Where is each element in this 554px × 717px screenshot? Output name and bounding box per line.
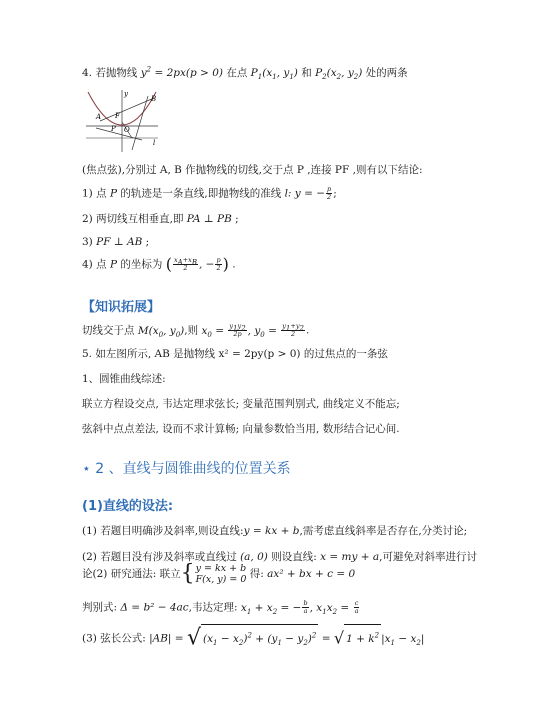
knowledge-title: 【知识拓展】 [82, 300, 161, 315]
general-method [82, 562, 355, 586]
frac-xa-xb: $\frac{x_A+x_B}{2}$ [173, 256, 197, 272]
c1-mid: 的轨迹是一条直线,即抛物线的准线 [120, 187, 282, 200]
equation-system [196, 563, 247, 585]
item4-line [82, 66, 408, 80]
point-m: $M(x_0$, $y_0$) [137, 324, 185, 339]
tangent-mid: ,则 [184, 324, 199, 337]
s3-text-a: 论(2) 研究通法: 联立 [82, 568, 181, 580]
s1-text-a: (1) 若题目明确涉及斜率,则设直线: [82, 525, 244, 537]
c4-mid: 的坐标为 [120, 258, 163, 271]
c1-eq: l: y = − [284, 187, 326, 200]
label-l: l [153, 139, 156, 147]
frac-y1y2-2p: $\frac{y_1y_2}{2p}$ [229, 322, 246, 338]
disc-eq: Δ = b² − 4ac [120, 601, 189, 614]
focal-chord-text: (焦点弦),分别过 A, B 作抛物线的切线,交于点 P ,连接 PF ,则有以下结论: [82, 164, 423, 176]
vieta-sum: $x_1 + x_2$ = − [240, 601, 302, 616]
radical-2: √ [333, 628, 345, 648]
parabola-equation: $y^2 = 2px(p > 0)$ [140, 65, 223, 79]
item4-suffix: 处的两条 [365, 67, 408, 79]
c1-prefix: 1) 点 [82, 187, 107, 200]
sys-eq2: F(x, y) = 0 [195, 574, 247, 585]
disc-text-b: ,韦达定理: [188, 601, 238, 614]
s2-text-a: (2) 若题目没有涉及斜率或直线过 [82, 551, 237, 563]
c3-prefix: 3) [82, 236, 93, 248]
frac-c-a: $\frac{c}{a}$ [354, 599, 359, 615]
s2-text-b: 则设直线: [271, 551, 317, 563]
s2-text-c: ,可避免对斜率进行讨 [379, 551, 477, 563]
chord-length-line: (3) 弦长公式: |AB| = √ $(x_1 - x_2)^2 + (y_1 - y_2)^2$ = √ $1 + k^2$ $|x_1 - x_2|$ [82, 624, 424, 653]
label-y: y [124, 90, 128, 98]
s3-text-b: 得: [249, 568, 264, 580]
sub1-title: (1)直线的设法: [82, 499, 174, 514]
s3-eq: ax² + bx + c = 0 [267, 568, 356, 580]
frac-p-2b: $\frac{p}{2}$ [216, 256, 221, 272]
label-p: P [111, 125, 116, 133]
label-a: A [96, 113, 102, 121]
disc-text-a: 判别式: [82, 601, 118, 614]
radical-1: √ [186, 625, 201, 651]
s1-eq: y = kx + b [243, 525, 300, 537]
c4-var: P [109, 258, 118, 271]
point-p2: $P_2(x_2$, $y_2$) [315, 67, 363, 82]
tangent-point-line: 切线交于点 $M(x_0$, $y_0$),则 $x_0$ = $\frac{y_1y_2}{2p}$ , $y_0$ = $\frac{y_1+y_2}{2}$ . [82, 322, 310, 339]
tangent-prefix: 切线交于点 [82, 324, 135, 337]
chord-text: (3) 弦长公式: [82, 632, 146, 645]
radicand-2: $1 + k^2$ [344, 624, 381, 653]
item4-mid2: 和 [301, 67, 312, 79]
conic-title: 1、圆锥曲线综述: [82, 373, 166, 385]
c2-text: 2) 两切线互相垂直,即 [82, 213, 184, 225]
conclusion-4: 4) 点 P 的坐标为 ( $\frac{x_A+x_B}{2}$ , − $\frac{p}{2}$ ) . [82, 254, 236, 274]
item5-text: 5. 如左图所示, AB 是抛物线 x² = 2py(p > 0) 的过焦点的一条弦 [82, 348, 388, 360]
item4-prefix: 4. 若抛物线 [82, 67, 138, 79]
x0-eq: $x_0$ = [201, 324, 228, 339]
s2-eq: x = my + a [320, 551, 380, 563]
conclusion-1: 1) 点 P 的轨迹是一条直线,即抛物线的准线 l: y = − $\frac{p}{2}$ ; [82, 185, 337, 201]
point-p1: $P_1(x_1$, $y_1$) [250, 67, 298, 82]
abs-x1-x2: $|x_1 - x_2|$ [381, 632, 425, 647]
brace: { [180, 561, 195, 586]
sys-eq1: y = kx + b [195, 563, 247, 574]
c1-var: P [109, 187, 118, 200]
item4-mid1: 在点 [226, 67, 248, 79]
conic-line1: 联立方程设交点, 韦达定理求弦长; 变量范围判别式, 曲线定义不能忘; [82, 398, 400, 410]
discriminant-line: 判别式: Δ = b² − 4ac,韦达定理: $x_1 + x_2$ = − $\frac{b}{a}$ , $x_1x_2$ = $\frac{c}{a}$ [82, 599, 359, 616]
frac-y1-plus-y2: $\frac{y_1+y_2}{2}$ [282, 322, 304, 338]
c2-eq: PA ⊥ PB [186, 213, 232, 225]
section2-title: ⋆ 2 、直线与圆锥曲线的位置关系 [82, 461, 291, 477]
s1-text-b: ,需考虑直线斜率是否存在,分类讨论; [299, 525, 468, 537]
setting-rule-1 [82, 524, 467, 538]
parabola-figure [82, 88, 160, 154]
label-o: O [124, 126, 130, 134]
frac-p-over-2: $\frac{p}{2}$ [327, 185, 332, 201]
s2-point: (a, 0) [240, 551, 268, 563]
conclusion-3: 3) PF ⊥ AB ; [82, 236, 150, 248]
conic-line2: 弦斜中点点差法, 设而不求计算畅; 向量参数恰当用, 数形结合记心间. [82, 423, 400, 435]
c3-eq: PF ⊥ AB [96, 236, 143, 248]
conclusion-2: 2) 两切线互相垂直,即 PA ⊥ PB ; [82, 213, 239, 225]
label-b: B [151, 95, 157, 103]
label-f: F [115, 112, 120, 120]
frac-b-a: $\frac{b}{a}$ [303, 599, 308, 615]
c4-prefix: 4) 点 [82, 258, 107, 271]
radicand-1: $(x_1 - x_2)^2 + (y_1 - y_2)^2$ [201, 624, 318, 653]
chord-eq-left: |AB| = [149, 632, 184, 645]
